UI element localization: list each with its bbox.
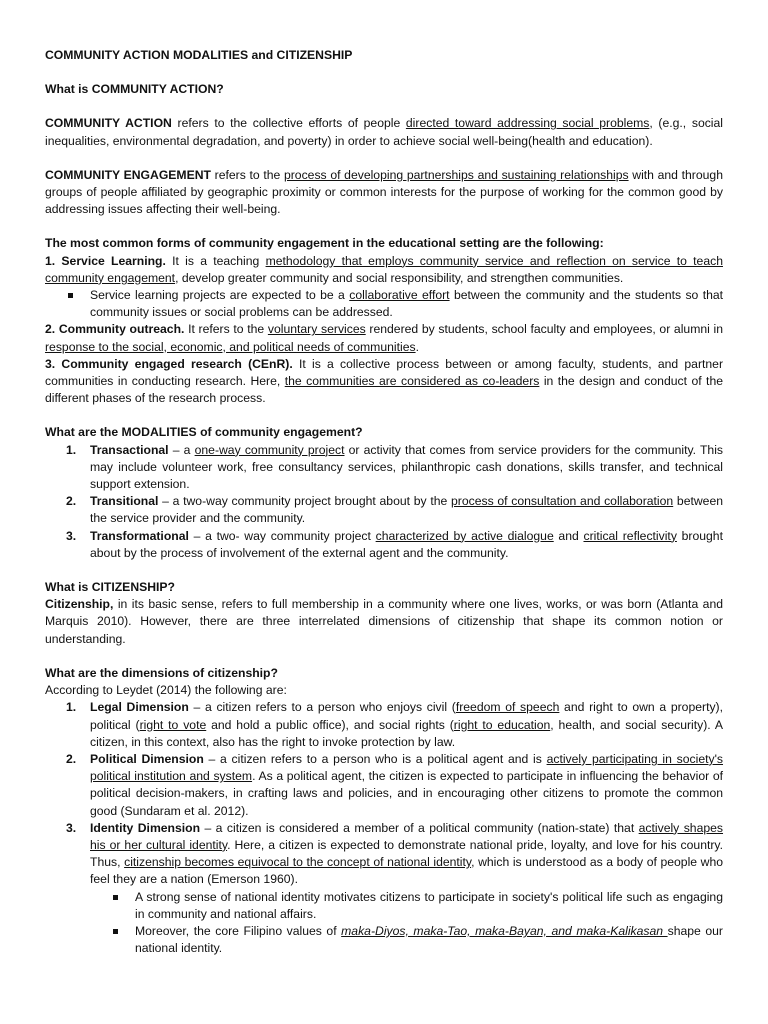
service-learning-bullets <box>45 287 723 321</box>
heading-community-action: What is COMMUNITY ACTION? <box>45 82 224 97</box>
heading-citizenship: What is CITIZENSHIP? <box>45 580 176 595</box>
dimensions-list <box>45 699 723 888</box>
modality-transitional: 2. Transitional – a two-way community project brought about by the process of consultation and collaboration between the service provider and the community. <box>66 494 723 526</box>
bullet-filipino-values: Moreover, the core Filipino values of maka-Diyos, maka-Tao, maka-Bayan, and maka-Kalikasan shape our national identity. <box>135 923 723 957</box>
paragraph-community-engagement: COMMUNITY ENGAGEMENT refers to the process of developing partnerships and sustaining relationships with and through groups of people affiliated by geographic proximity or common interests for the purpose of working for the common good by addressing issues affecting their well-being. <box>45 167 723 217</box>
item-service-learning: 1. Service Learning. It is a teaching methodology that employs community service and reflection on service to teach community engagement, develop greater community and social responsibility, and strengthen communities. <box>45 253 723 285</box>
bullet-national-identity: A strong sense of national identity motivates citizens to participate in society's political life such as engaging in community and national affairs. <box>135 889 723 923</box>
identity-bullets <box>45 889 723 958</box>
heading-common-forms: The most common forms of community engagement in the educational setting are the following: <box>45 236 604 251</box>
modality-transactional: 1. Transactional – a one-way community project or activity that comes from service providers for the community. This may include volunteer work, free consultancy services, philanthropic cash donations, skills transfer, and technical support extension. <box>66 442 724 492</box>
item-community-outreach: 2. Community outreach. It refers to the voluntary services rendered by students, school faculty and employees, or alumni in response to the social, economic, and political needs of communities. <box>45 322 723 354</box>
modality-transformational: 3. Transformational – a two- way community project characterized by active dialogue and critical reflectivity brought about by the process of involvement of the external agent and the community. <box>66 528 723 560</box>
modalities-list <box>45 442 723 562</box>
document-title: COMMUNITY ACTION MODALITIES and CITIZENSHIP <box>45 48 353 62</box>
dimension-legal: 1. Legal Dimension – a citizen refers to a person who enjoys civil (freedom of speech and right to own a property), political (right to vote and hold a public office), and social rights (right to education, health, and social security). A citizen, in this context, also has the right to invoke protection by law. <box>66 700 723 749</box>
paragraph-community-action: COMMUNITY ACTION refers to the collective efforts of people directed toward addressing social problems, (e.g., social inequalities, environmental degradation, and poverty) in order to achieve social well-being(health and education). <box>45 116 724 148</box>
dimension-political: 2. Political Dimension – a citizen refers to a person who is a political agent and is actively participating in society's political institution and system. As a political agent, the citizen is expected to participate in influencing the behavior of political decision-makers, in crafting laws and policies, and in encouraging other citizens to promote the common good (Sundaram et al. 2012). <box>66 751 723 818</box>
heading-modalities: What are the MODALITIES of community engagement? <box>45 425 363 440</box>
dimensions-intro: According to Leydet (2014) the following are: <box>45 683 287 698</box>
bullet-service-learning: Service learning projects are expected to be a collaborative effort between the community and the students so that community issues or social problems can be addressed. <box>90 287 723 321</box>
dimension-identity: 3. Identity Dimension – a citizen is considered a member of a political community (nation-state) that actively shapes his or her cultural identity. Here, a citizen is expected to demonstrate national pride, loyalty, and love for his country. Thus, citizenship becomes equivocal to the concept of national identity, which is understood as a body of people who feel they are a nation (Emerson 1960). <box>66 820 724 887</box>
item-community-engaged-research: 3. Community engaged research (CEnR). It is a collective process between or among faculty, students, and partner communities in conducting research. Here, the communities are considered as co-leaders in the design and conduct of the different phases of the research process. <box>45 356 724 406</box>
paragraph-citizenship: Citizenship, in its basic sense, refers to full membership in a community where one lives, works, or was born (Atlanta and Marquis 2010). However, there are three interrelated dimensions of citizenship that shape its common notion or understanding. <box>45 597 723 646</box>
heading-dimensions: What are the dimensions of citizenship? <box>45 665 278 680</box>
